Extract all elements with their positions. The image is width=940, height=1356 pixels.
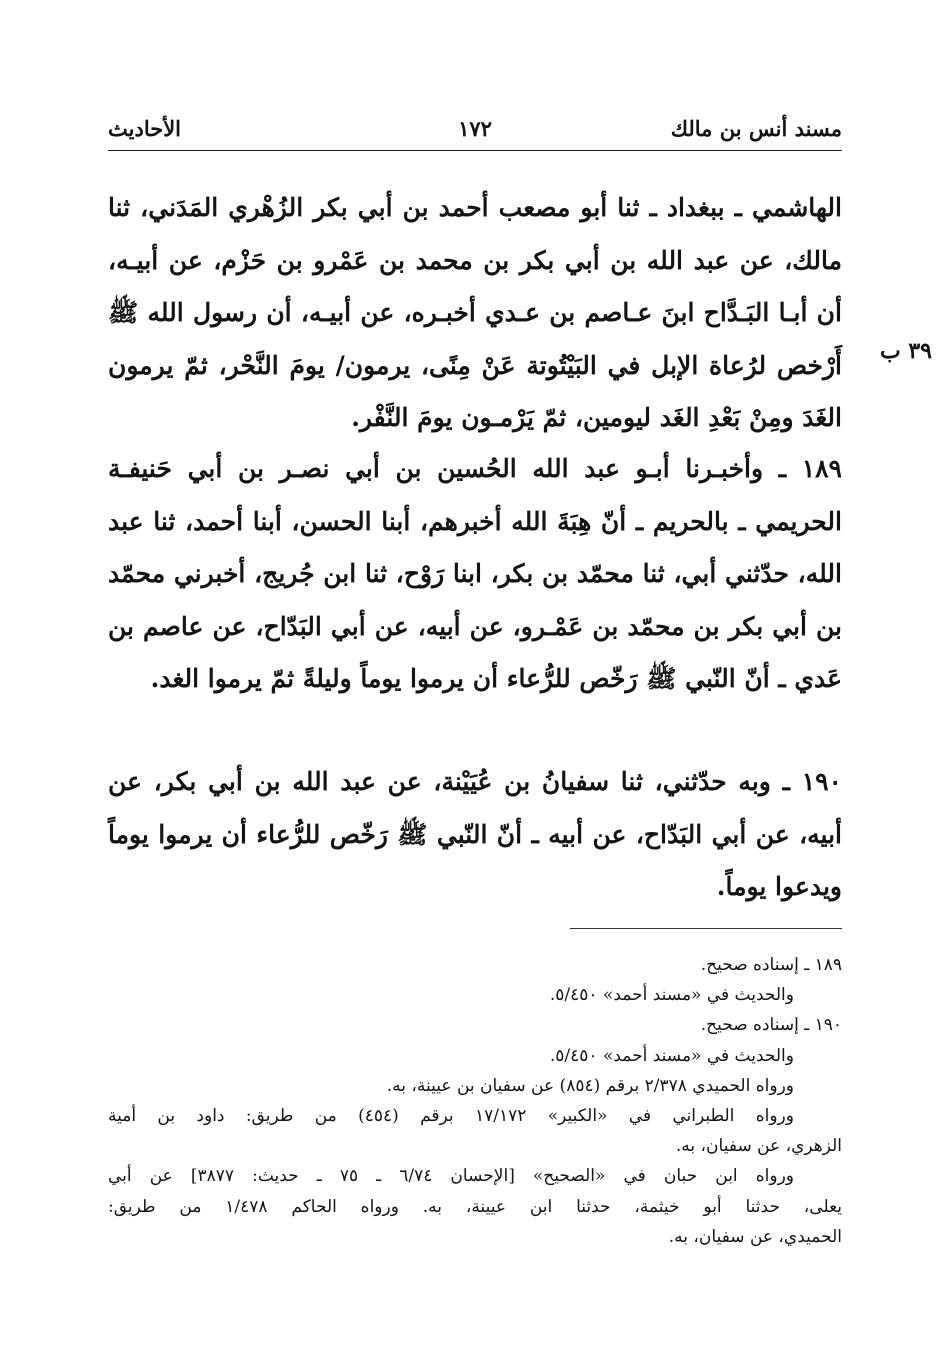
paragraph-hadith-189: ١٨٩ ـ وأخبـرنا أبـو عبد الله الحُسين بن أبي نصـر بن أبي حَنيفـة الحريمي ـ بالحريم ـ أنّ هِبَةَ الله أخبرهم، أبنا الحسن، أبنا أحمد، ثنا عبد الله، حدّثني أبي، ثنا محمّد بن بكر، ابنا رَوْح، ثنا ابن جُريج، أخبرني محمّد بن أبي بكر بن محمّد بن عَمْـرو، عن أبيه، عن أبي البَدّاح، عن عاصم بن عَدي ـ أنّ النّبي ﷺ رَخّص للرُّعاء أن يرموا يوماً وليلةً ثمّ يرموا الغد. <box>108 454 842 693</box>
footnote-line: ورواه الحميدي ٢/٣٧٨ برقم (٨٥٤) عن سفيان بن عيينة، به. <box>386 1075 794 1096</box>
footnote-line: ١٩٠ ـ إسناده صحيح. <box>700 1015 842 1036</box>
footnote-line: ورواه الطبراني في «الكبير» ١٧/١٧٢ برقم (٤٥٤) من طريق: داود بن أمية <box>108 1106 794 1127</box>
footnote-divider <box>570 928 842 929</box>
paragraph-continuation: الهاشمي ـ ببغداد ـ ثنا أبو مصعب أحمد بن أبي بكر الزُهْري المَدَني، ثنا مالك، عن عبد الله بن أبي بكر بن محمد بن عَمْرو بن حَزْم، عن أبيـه، أن أبـا البَـدَّاح ابنَ عـاصم بن عـدي أخبـره، عن أبيـه، أن رسول الله ﷺ أَرْخص لرُعاة الإبل في البَيْتُوتة عَنْ مِنًى، يرمون/ يومَ النَّحْر، ثمّ يرمون الغَدَ ومِنْ بَعْدِ الغَد ليومين، ثمّ يَرْمـون يومَ النَّفْر. <box>108 193 843 432</box>
footnote-line: الحميدي، عن سفيان، به. <box>668 1226 842 1247</box>
footnote-line: ١٨٩ ـ إسناده صحيح. <box>700 955 842 975</box>
manuscript-folio-marker: ٣٩ ب <box>879 338 932 364</box>
footnote-line: يعلى، حدثنا أبو خيثمة، حدثنا ابن عيينة، به. ورواه الحاكم ١/٤٧٨ من طريق: <box>108 1196 843 1217</box>
footnote-line: والحديث في «مسند أحمد» ٥/٤٥٠. <box>549 985 794 1006</box>
book-title: مسند أنس بن مالك <box>670 116 842 141</box>
section-title: الأحاديث <box>108 116 182 141</box>
paragraph-hadith-190: ١٩٠ ـ وبه حدّثني، ثنا سفيانُ بن عُيَيْنة، عن عبد الله بن أبي بكر، عن أبيه، عن أبي البَدّاح، عن أبيه ـ أنّ النّبي ﷺ رَخّص للرُّعاء أن يرموا يوماً ويدعوا يوماً. <box>108 767 842 901</box>
footnote-line: والحديث في «مسند أحمد» ٥/٤٥٠. <box>549 1045 794 1066</box>
page-number: ١٧٢ <box>458 116 492 141</box>
footnote-line: ورواه ابن حبان في «الصحيح» [الإحسان ٦/٧٤ ـ ٧٥ ـ حديث: ٣٨٧٧] عن أبي <box>108 1166 794 1187</box>
page-header <box>108 116 842 146</box>
header-divider <box>108 150 842 151</box>
footnotes <box>108 950 842 1252</box>
footnote-line: الزهري، عن سفيان، به. <box>675 1136 842 1157</box>
